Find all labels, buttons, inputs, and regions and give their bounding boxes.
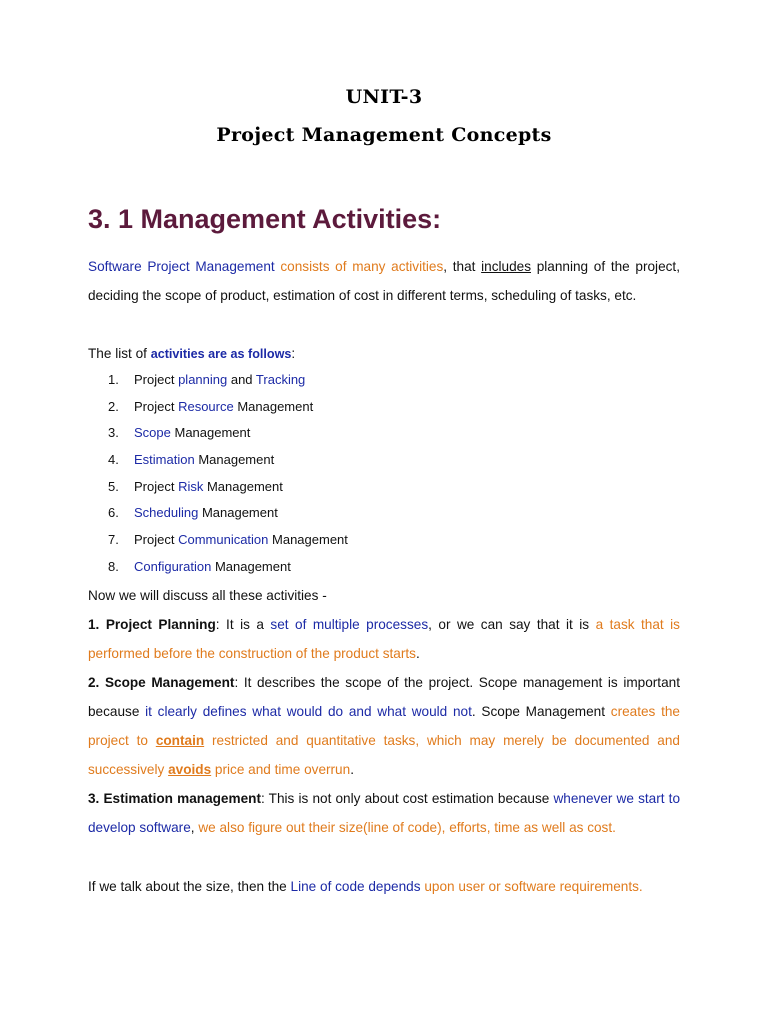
list-item-text: Project	[134, 478, 179, 494]
intro-term: Software Project Management	[88, 259, 275, 274]
paragraph-highlight-orange: price and time overrun	[211, 762, 351, 777]
paragraph-text: .	[415, 646, 420, 661]
project-planning-paragraph	[88, 610, 680, 668]
paragraph-highlight-blue: Line of code depends	[290, 879, 421, 894]
list-item-text: Project	[134, 398, 179, 414]
list-item-number: 6.	[108, 505, 119, 521]
paragraph-lead: 3. Estimation management	[88, 791, 261, 806]
intro-text-rest: planning of the project, deciding the scope of product, estimation of cost in different terms, scheduling of tasks, etc.	[88, 259, 680, 303]
list-item-text: Management	[203, 478, 283, 494]
list-intro-colon: :	[291, 346, 296, 361]
paragraph-text: .	[350, 762, 354, 777]
size-paragraph	[88, 872, 680, 901]
list-intro-highlight: activities are as follows	[150, 347, 292, 361]
list-item-text: Project	[134, 532, 179, 548]
intro-underlined: includes	[481, 259, 531, 274]
intro-text: , that	[443, 259, 482, 274]
list-item-highlight-2: Tracking	[255, 372, 306, 387]
list-item-highlight: Estimation	[134, 452, 195, 468]
list-item	[108, 474, 668, 501]
list-item-text: Management	[194, 452, 275, 468]
list-item-text: Management	[198, 505, 278, 521]
list-item-highlight: Resource	[178, 398, 234, 414]
section-heading: 3. 1 Management Activities:	[88, 204, 442, 234]
list-item-number: 2.	[108, 398, 119, 414]
paragraph-lead: 2. Scope Management	[88, 675, 235, 690]
discuss-text: Now we will discuss all these activities -	[88, 588, 327, 603]
paragraph-highlight-blue: it clearly defines what would do and what would not	[145, 704, 472, 719]
list-item-highlight: Configuration	[134, 558, 212, 574]
paragraph-text: ,	[190, 820, 199, 835]
list-intro	[88, 339, 295, 369]
paragraph-highlight-orange: creates the project to	[88, 704, 680, 748]
paragraph-text: : It is a	[215, 617, 271, 632]
list-item	[108, 527, 668, 554]
paragraph-highlight-orange: a task that is performed before the construction of the product starts	[88, 617, 680, 661]
paragraph-text: . Scope Management	[471, 704, 611, 719]
list-item-text: Management	[268, 532, 348, 548]
list-item-highlight: Scope	[134, 425, 171, 441]
list-item-text: Management	[211, 558, 291, 574]
list-item-number: 4.	[108, 452, 119, 468]
list-item-highlight: Communication	[178, 532, 269, 548]
paragraph-emphasis: avoids	[168, 762, 212, 777]
activities-list	[108, 367, 668, 581]
list-item-highlight: Scheduling	[134, 505, 199, 521]
list-item-number: 8.	[108, 558, 119, 574]
paragraph-highlight-orange: we also figure out their size(line of code), efforts, time as well as cost.	[198, 820, 616, 835]
scope-management-paragraph	[88, 668, 680, 784]
paragraph-text: If we talk about the size, then the	[88, 879, 291, 894]
list-item-text: and	[227, 372, 256, 387]
list-item-number: 5.	[108, 478, 119, 494]
list-item-text: Management	[170, 425, 251, 441]
paragraph-highlight-blue: set of multiple processes	[270, 617, 429, 632]
list-item-highlight: planning	[178, 372, 228, 387]
paragraph-highlight-orange: restricted and quantitative tasks, which may merely be documented and successively	[88, 733, 680, 777]
paragraph-text: : This is not only about cost estimation because	[260, 791, 554, 806]
list-item-number: 7.	[108, 532, 119, 548]
list-item	[108, 394, 668, 421]
paragraph-text: , or we can say that it is	[428, 617, 596, 632]
paragraph-text: : It describes the scope of the project. Scope management is important because	[88, 675, 680, 719]
list-item-text: Project	[134, 372, 179, 387]
list-item	[108, 420, 668, 447]
page-title: Project Management Concepts	[216, 124, 552, 146]
list-item-number: 3.	[108, 425, 119, 441]
list-item-number: 1.	[108, 372, 119, 387]
unit-title: UNIT-3	[345, 86, 423, 108]
intro-paragraph	[88, 252, 680, 310]
paragraph-emphasis: contain	[155, 733, 205, 748]
list-item	[108, 500, 668, 527]
paragraph-highlight-blue: whenever we start to develop software	[88, 791, 681, 835]
paragraph-lead: 1. Project Planning	[88, 617, 216, 632]
list-item	[108, 554, 668, 581]
list-item-highlight: Risk	[178, 478, 204, 494]
list-item	[108, 447, 668, 474]
intro-highlight: consists of many activities	[274, 259, 444, 274]
list-item-text: Management	[233, 398, 314, 414]
list-intro-text: The list of	[88, 346, 151, 361]
paragraph-highlight-orange: upon user or software requirements.	[420, 879, 643, 894]
estimation-management-paragraph	[88, 784, 680, 842]
list-item	[108, 367, 668, 394]
